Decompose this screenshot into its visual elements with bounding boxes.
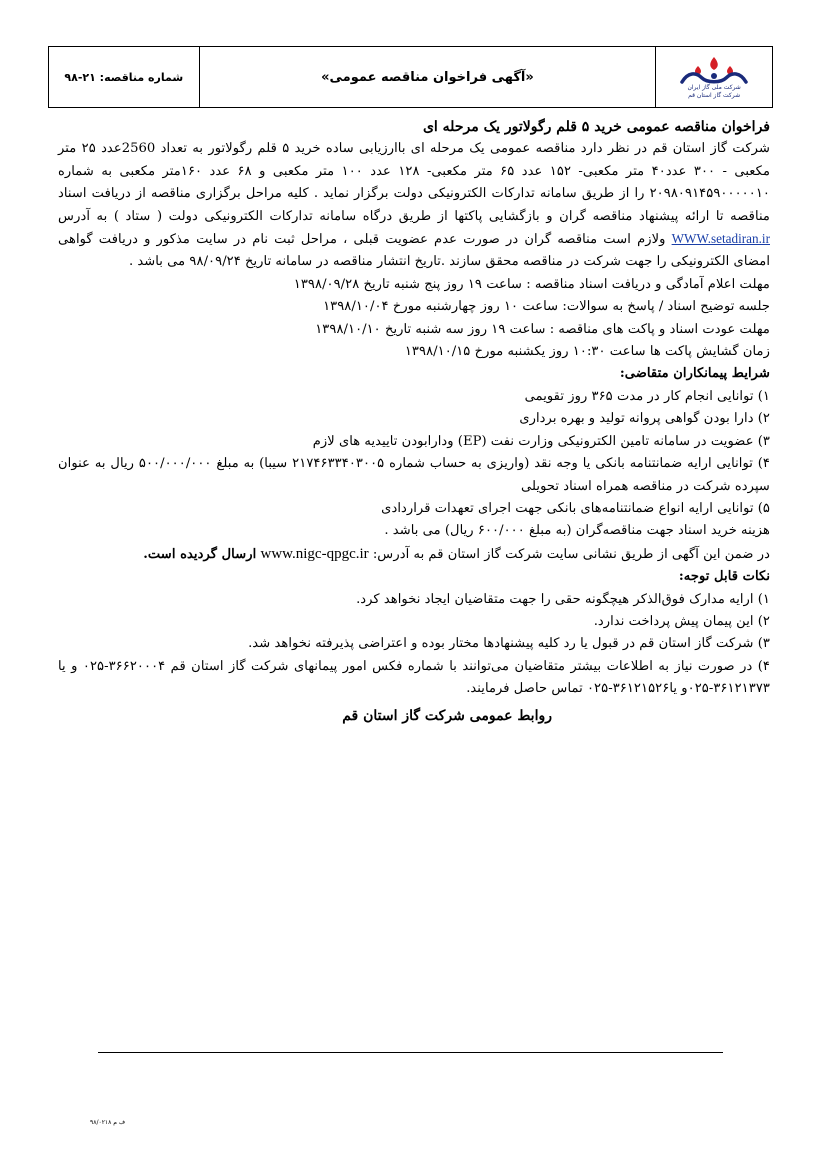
footer-divider <box>98 1052 723 1053</box>
note-item: ۴) در صورت نیاز به اطلاعات بیشتر متقاضیان می‌توانند با شماره فکس امور پیمانهای شرکت گاز استان قم ۳۶۶۲۰۰۰۴-۰۲۵ و یا ۳۶۱۲۱۳۷۳-۰۲۵و یا۳۶۱۲۱۵۲۶-۰۲۵ تماس حاصل فرمایند. <box>58 658 770 697</box>
logo-cell <box>656 47 772 107</box>
logo-caption-1: شرکت ملی گاز ایران <box>687 84 741 91</box>
schedule-item: مهلت اعلام آمادگی و دریافت اسناد مناقصه : ساعت ۱۹ روز پنج شنبه تاریخ ۱۳۹۸/۰۹/۲۸ <box>293 276 770 292</box>
fee-line: هزینه خرید اسناد جهت مناقصه‌گران (به مبلغ ۶۰۰/۰۰۰ ریال) می باشد . <box>384 523 770 539</box>
signature: روابط عمومی شرکت گاز استان قم <box>342 707 552 724</box>
notice-title: فراخوان مناقصه عمومی خرید ۵ قلم رگولاتور یک مرحله ای <box>422 119 770 135</box>
logo-caption-2: شرکت گاز استان قم <box>688 92 741 99</box>
site-line-prefix: در ضمن این آگهی از طریق نشانی سایت شرکت گاز استان قم به آدرس: <box>372 546 770 562</box>
note-item: ۲) این پیمان پیش پرداخت ندارد. <box>593 613 770 629</box>
schedule-item: جلسه توضیح اسناد / پاسخ به سوالات: ساعت ۱۰ روز چهارشنبه مورخ ۱۳۹۸/۱۰/۰۴ <box>323 299 770 315</box>
condition-item: ۵) توانایی ارایه انواع ضمانتنامه‌های بانکی جهت اجرای تعهدات قراردادی <box>381 500 770 516</box>
schedule-item: مهلت عودت اسناد و پاکت های مناقصه : ساعت ۱۹ روز سه شنبه تاریخ ۱۳۹۸/۱۰/۱۰ <box>315 321 770 337</box>
conditions-heading: شرایط پیمانکاران متقاضی: <box>619 366 770 382</box>
form-code: ف م ۹۸/۰۲۱۸ <box>90 1119 126 1126</box>
notes-heading: نکات قابل توجه: <box>678 569 770 585</box>
note-item: ۳) شرکت گاز استان قم در قبول یا رد کلیه پیشنهادها مختار بوده و اعتراضی پذیرفته نخواهد شد. <box>248 636 770 652</box>
header-title-cell <box>200 47 657 107</box>
setad-link[interactable]: WWW.setadiran.ir <box>671 231 770 247</box>
company-logo-icon <box>676 54 752 84</box>
header-title: «آگهی فراخوان مناقصه عمومی» <box>321 69 534 85</box>
intro-paragraph <box>58 138 770 273</box>
note-item: ۱) ارایه مدارک فوق‌الذکر هیچگونه حقی را جهت متقاضیان ایجاد نخواهد کرد. <box>356 591 770 607</box>
condition-item: ۱) توانایی انجام کار در مدت ۳۶۵ روز تقویمی <box>524 388 770 404</box>
tender-number: شماره مناقصه: ۲۱-۹۸ <box>64 70 184 84</box>
condition-item: ۲) دارا بودن گواهی پروانه تولید و بهره برداری <box>519 411 770 427</box>
company-site-link[interactable]: www.nigc-qpgc.ir <box>260 545 369 562</box>
tender-number-cell <box>49 47 200 107</box>
condition-item: ۳) عضویت در سامانه تامین الکترونیکی وزارت نفت (EP) ودارابودن تاییدیه های لازم <box>312 433 770 449</box>
intro-text-1: شرکت گاز استان قم در نظر دارد مناقصه عمومی یک مرحله ای باارزیابی ساده خرید ۵ قلم رگولاتور به تعداد 2560عدد ۲۵ متر مکعبی - ۳۰۰ عدد۴۰ متر مکعبی- ۱۵۲ عدد ۶۵ متر مکعبی- ۱۲۸ عدد ۱۰۰ متر مکعبی و ۶۸ عدد ۱۶۰متر مکعبی به شماره ۲۰۹۸۰۹۱۴۵۹۰۰۰۰۰۱۰ را از طریق سامانه تدارکات الکترونیکی دولت برگزار نماید . کلیه مراحل برگزاری مناقصه از دریافت اسناد مناقصه تا ارائه پیشنهاد مناقصه گران و بازگشایی پاکتها از طریق درگاه سامانه تدارکات الکترونیکی دولت ( ستاد ) به آدرس <box>58 141 771 224</box>
header-table <box>48 46 773 108</box>
site-line-suffix: ارسال گردیده است. <box>143 546 257 562</box>
site-line <box>58 543 770 566</box>
notice-body <box>58 110 770 741</box>
schedule-item: زمان گشایش پاکت ها ساعت ۱۰:۳۰ روز یکشنبه مورخ ۱۳۹۸/۱۰/۱۵ <box>404 344 770 360</box>
intro-text-2: ولازم است مناقصه گران در صورت عدم عضویت قبلی ، مراحل ثبت نام در سایت مذکور و دریافت گواهی امضای الکترونیکی را جهت شرکت در مناقصه محقق سازند .تاریخ انتشار مناقصه در سامانه تاریخ ۹۸/۰۹/۲۴ می باشد . <box>58 232 770 270</box>
condition-item: ۴) توانایی ارایه ضمانتنامه بانکی یا وجه نقد (واریزی به حساب شماره ۲۱۷۴۶۳۳۴۰۳۰۰۵ سیبا) به مبلغ ۵۰۰/۰۰۰/۰۰۰ ریال به عنوان سپرده شرکت در مناقصه همراه اسناد تحویلی <box>58 456 770 494</box>
